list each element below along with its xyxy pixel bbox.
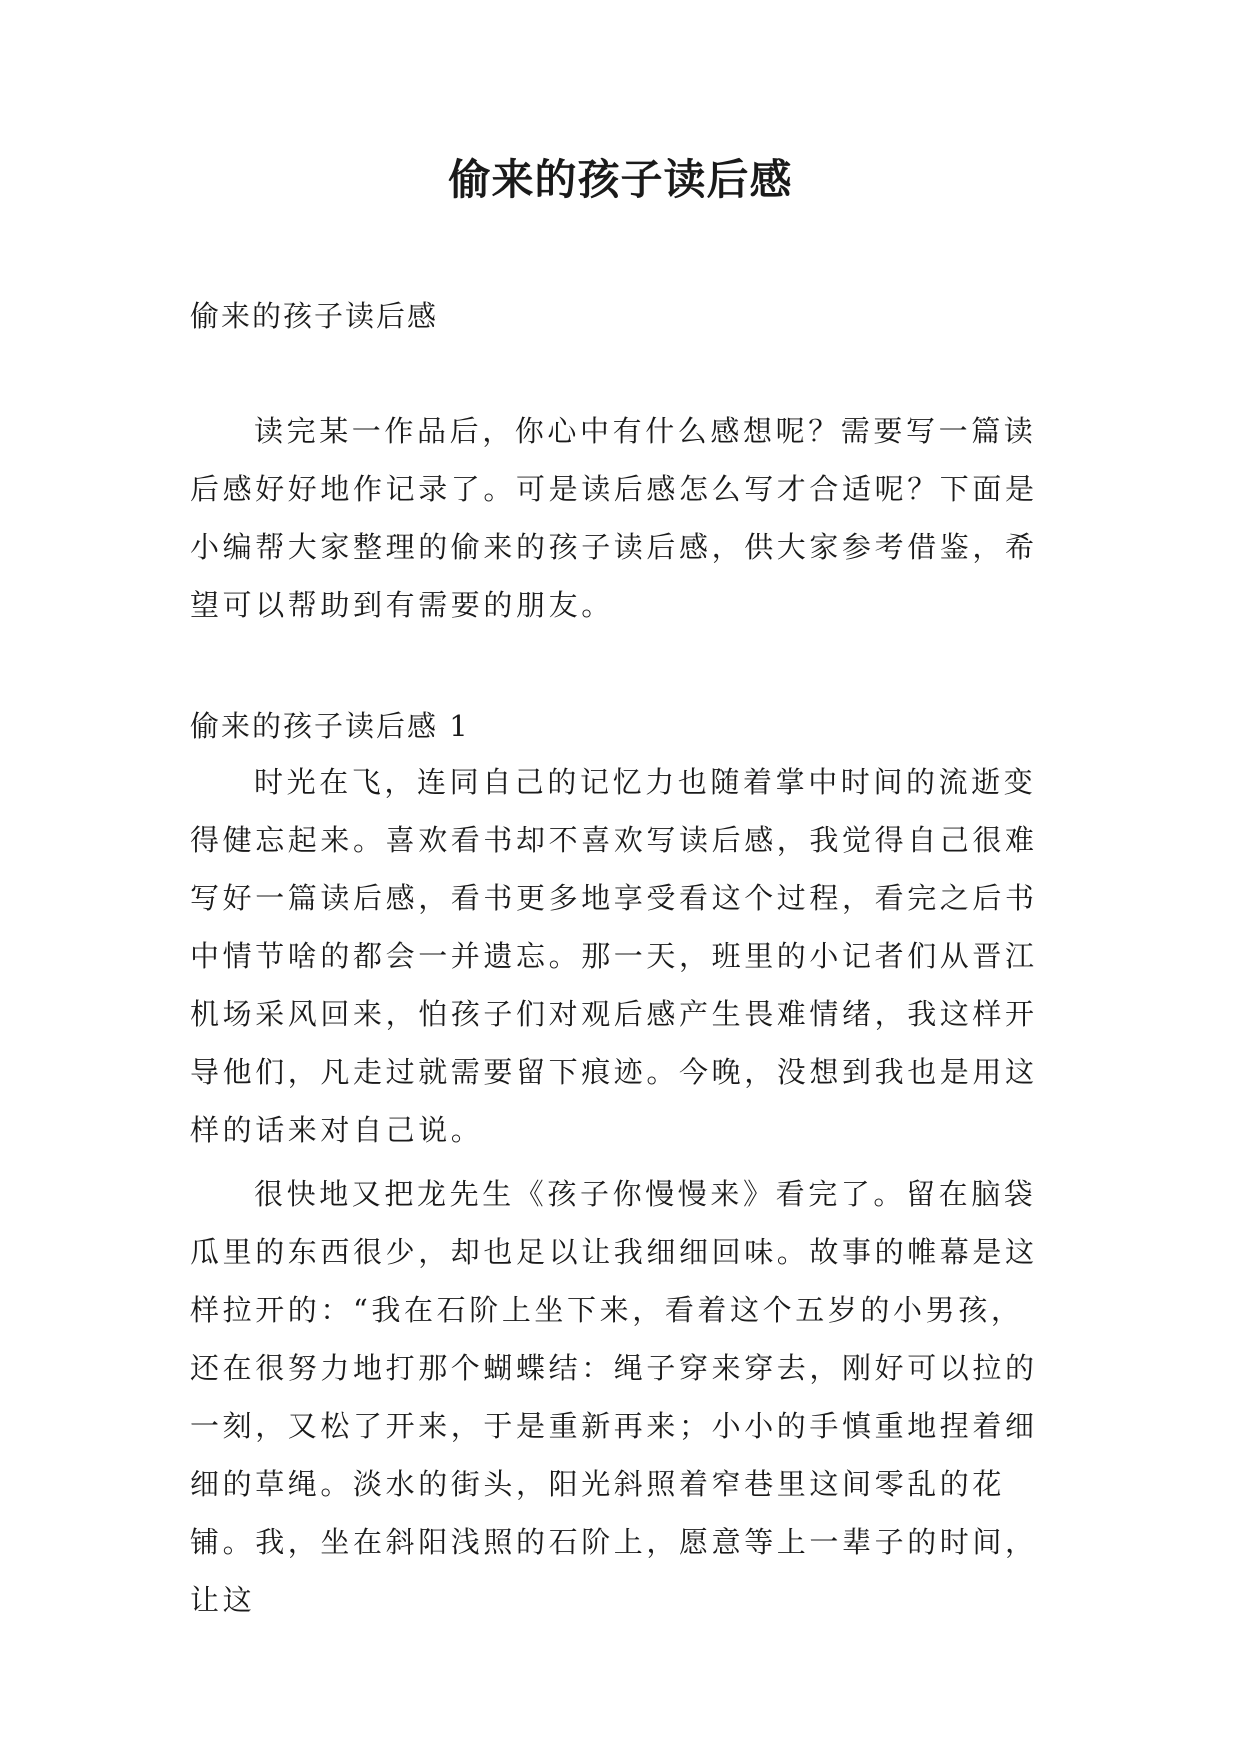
body-paragraph: 时光在飞，连同自己的记忆力也随着掌中时间的流逝变得健忘起来。喜欢看书却不喜欢写读后感，我觉得自己很难写好一篇读后感，看书更多地享受看这个过程，看完之后书中情节啥的都会一并遗忘。那一天，班里的小记者们从晋江机场采风回来，怕孩子们对观后感产生畏难情绪，我这样开导他们，凡走过就需要留下痕迹。今晚，没想到我也是用这样的话来对自己说。	[190, 765, 1038, 1147]
document-subtitle: 偷来的孩子读后感	[190, 299, 439, 333]
intro-paragraph: 读完某一作品后，你心中有什么感想呢？需要写一篇读后感好好地作记录了。可是读后感怎么写才合适呢？下面是小编帮大家整理的偷来的孩子读后感，供大家参考借鉴，希望可以帮助到有需要的朋友。	[190, 414, 1038, 622]
body-paragraph: 很快地又把龙先生《孩子你慢慢来》看完了。留在脑袋瓜里的东西很少，却也足以让我细细回味。故事的帷幕是这样拉开的：“我在石阶上坐下来，看着这个五岁的小男孩，还在很努力地打那个蝴蝶结：绳子穿来穿去，刚好可以拉的一刻，又松了开来，于是重新再来；小小的手慎重地捏着细细的草绳。淡水的街头，阳光斜照着窄巷里这间零乱的花铺。我，坐在斜阳浅照的石阶上，愿意等上一辈子的时间，让这	[190, 1177, 1038, 1617]
document-title: 偷来的孩子读后感	[448, 155, 793, 204]
section-heading: 偷来的孩子读后感 1	[190, 709, 470, 743]
